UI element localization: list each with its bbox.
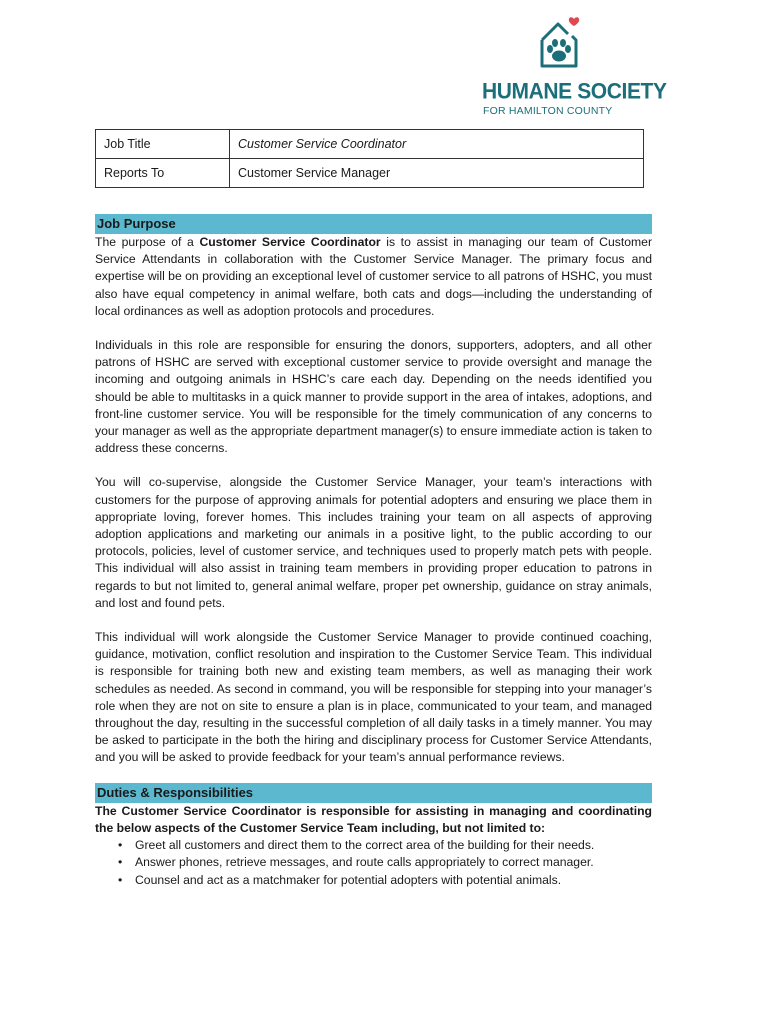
list-item: • Counsel and act as a matchmaker for potential adopters with potential animals. xyxy=(135,872,652,889)
job-purpose-heading: Job Purpose xyxy=(95,214,652,234)
job-purpose-paragraph-2: Individuals in this role are responsible for ensuring the donors, supporters, adopters, and all other patrons of HSHC are served with exceptional customer service to provide oversight and manage the incoming and outgoing animals in HSHC’s care each day. Depending on the needs identified you should be able to multitasks in a quick manner to provide support in the area of intakes, adoptions, and front-line customer service. You will be responsible for the timely communication of any concerns to your manager as well as the appropriate department manager(s) to ensure immediate action is taken to address these concerns. xyxy=(95,338,652,456)
job-purpose-paragraph-3: You will co-supervise, alongside the Customer Service Manager, your team’s interactions with customers for the purpose of approving animals for potential adopters and ensuring we place them in appropriate loving, forever homes. This includes training your team on all aspects of approving adoption applications and marketing our animals in a positive light, to the public according to our protocols, policies, level of customer service, and techniques used to properly match pets with people. This individual will also assist in training team members in providing proper education to patrons in regards to but not limited to, general animal welfare, proper pet ownership, guidance on stray animals, and lost and found pets. xyxy=(95,475,652,610)
bold-role-name: Customer Service Coordinator xyxy=(199,235,381,249)
list-item: • Answer phones, retrieve messages, and route calls appropriately to correct manager. xyxy=(135,854,652,871)
org-subtitle: FOR HAMILTON COUNTY xyxy=(483,105,613,117)
job-info-table xyxy=(95,129,644,188)
job-title-label: Job Title xyxy=(96,130,230,159)
org-name: HUMANE SOCIETY xyxy=(482,79,667,104)
house-paw-heart-icon xyxy=(536,14,584,74)
job-title-value: Customer Service Coordinator xyxy=(230,130,644,159)
reports-to-value: Customer Service Manager xyxy=(230,159,644,188)
list-item: • Greet all customers and direct them to the correct area of the building for their needs. xyxy=(135,837,652,854)
job-purpose-paragraph-1 xyxy=(95,234,652,320)
table-row xyxy=(96,159,644,188)
duties-intro: The Customer Service Coordinator is responsible for assisting in managing and coordinating the below aspects of the Customer Service Team including, but not limited to: xyxy=(95,803,652,835)
table-row xyxy=(96,130,644,159)
text-span: The purpose of a xyxy=(95,235,200,249)
text-span: is to assist in managing our team of Customer Service Attendants in collaboration with the Customer Service Manager. The primary focus and expertise will be on providing an exceptional level of customer service to all patrons of HSHC, you must also have equal competency in animal welfare, both cats and dogs—including the understanding of local ordinances as well as adoption protocols and procedures. xyxy=(95,235,652,318)
org-logo xyxy=(470,14,667,117)
job-purpose-paragraph-4: This individual will work alongside the Customer Service Manager to provide continued coaching, guidance, motivation, conflict resolution and inspiration to the Customer Service Team. This individual is responsible for training both new and existing team members, as well as managing their work schedules as needed. As second in command, you will be responsible for stepping into your manager’s role when they are not on site to ensure a plan is in place, communicated to your team, and managed throughout the day, resulting in the successful completion of all daily tasks in a timely manner. You may be asked to participate in the both the hiring and disciplinary process for Customer Service Attendants, and you will be asked to provide feedback for your team’s annual performance reviews. xyxy=(95,630,652,765)
reports-to-label: Reports To xyxy=(96,159,230,188)
document-body xyxy=(95,214,652,889)
duties-list xyxy=(95,837,652,889)
duties-heading: Duties & Responsibilities xyxy=(95,783,652,803)
